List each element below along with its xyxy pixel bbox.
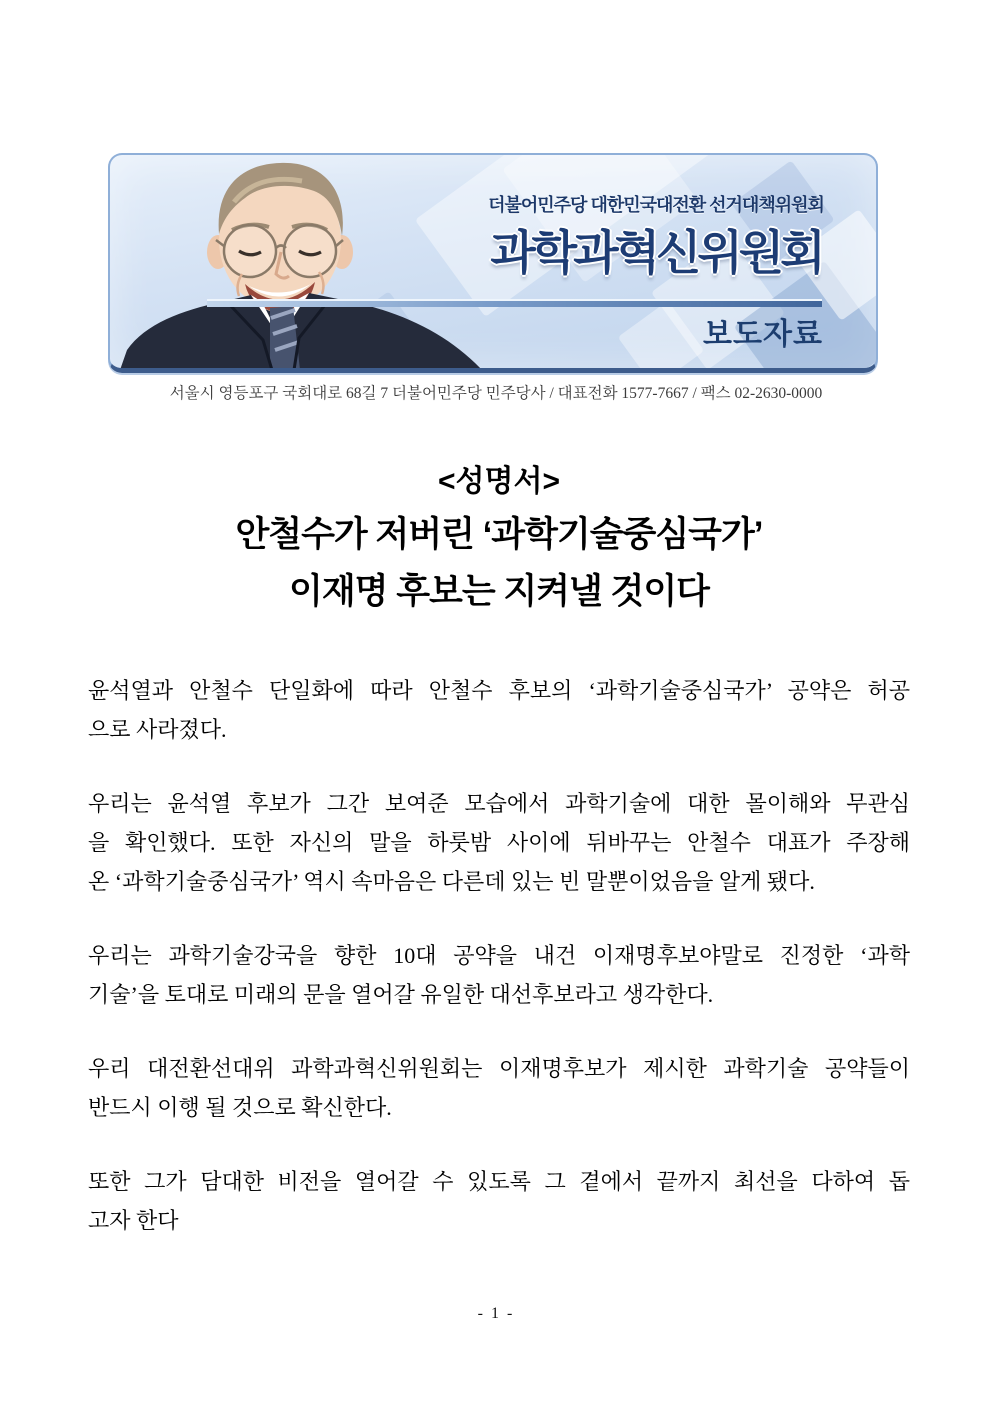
doc-type-label: 보도자료 (703, 318, 823, 351)
body-text (88, 671, 910, 1275)
paragraph (88, 1162, 910, 1240)
banner-text-block (480, 191, 832, 281)
statement-title-line-1: 안철수가 저버린 ‘과학기술중심국가’ (235, 515, 763, 554)
paragraph (88, 936, 910, 1014)
paragraph (88, 1049, 910, 1127)
committee-line: 더불어민주당 대한민국대전환 선거대책위원회 (488, 195, 824, 215)
header-banner (108, 153, 878, 373)
body-line: 또한 그가 담대한 비전을 열어갈 수 있도록 그 곁에서 끝까지 최선을 다하여 돕 (88, 1169, 910, 1194)
banner-divider-line (207, 299, 822, 307)
body-line: 으로 사라졌다. (88, 717, 227, 742)
page-number: - 1 - (477, 1305, 515, 1322)
statement-title-line-2: 이재명 후보는 지켜낼 것이다 (289, 572, 709, 611)
body-line: 고자 한다 (88, 1208, 179, 1233)
body-line: 윤석열과 안철수 단일화에 따라 안철수 후보의 ‘과학기술중심국가’ 공약은 허공 (88, 678, 910, 703)
body-line: 기술’을 토대로 미래의 문을 열어갈 유일한 대선후보라고 생각한다. (88, 982, 714, 1007)
contact-address-line: 서울시 영등포구 국회대로 68길 7 더불어민주당 민주당사 / 대표전화 1577-7667 / 팩스 02-2630-0000 (169, 385, 823, 402)
candidate-portrait-photo (112, 158, 492, 370)
statement-heading: <성명서> (438, 465, 560, 498)
body-line: 을 확인했다. 또한 자신의 말을 하룻밤 사이에 뒤바꾸는 안철수 대표가 주장해 (88, 830, 910, 855)
body-line: 온 ‘과학기술중심국가’ 역시 속마음은 다른데 있는 빈 말뿐이었음을 알게 됐다. (88, 869, 815, 894)
org-title: 과학과혁신위원회 (490, 226, 822, 279)
paragraph (88, 784, 910, 901)
paragraph (88, 671, 910, 749)
body-line: 우리는 과학기술강국을 향한 10대 공약을 내건 이재명후보야말로 진정한 ‘과학 (88, 943, 910, 968)
body-line: 반드시 이행 될 것으로 확신한다. (88, 1095, 392, 1120)
body-line: 우리는 윤석열 후보가 그간 보여준 모습에서 과학기술에 대한 몰이해와 무관심 (88, 791, 910, 816)
body-line: 우리 대전환선대위 과학과혁신위원회는 이재명후보가 제시한 과학기술 공약들이 (88, 1056, 910, 1081)
statement-title-block (88, 458, 910, 620)
